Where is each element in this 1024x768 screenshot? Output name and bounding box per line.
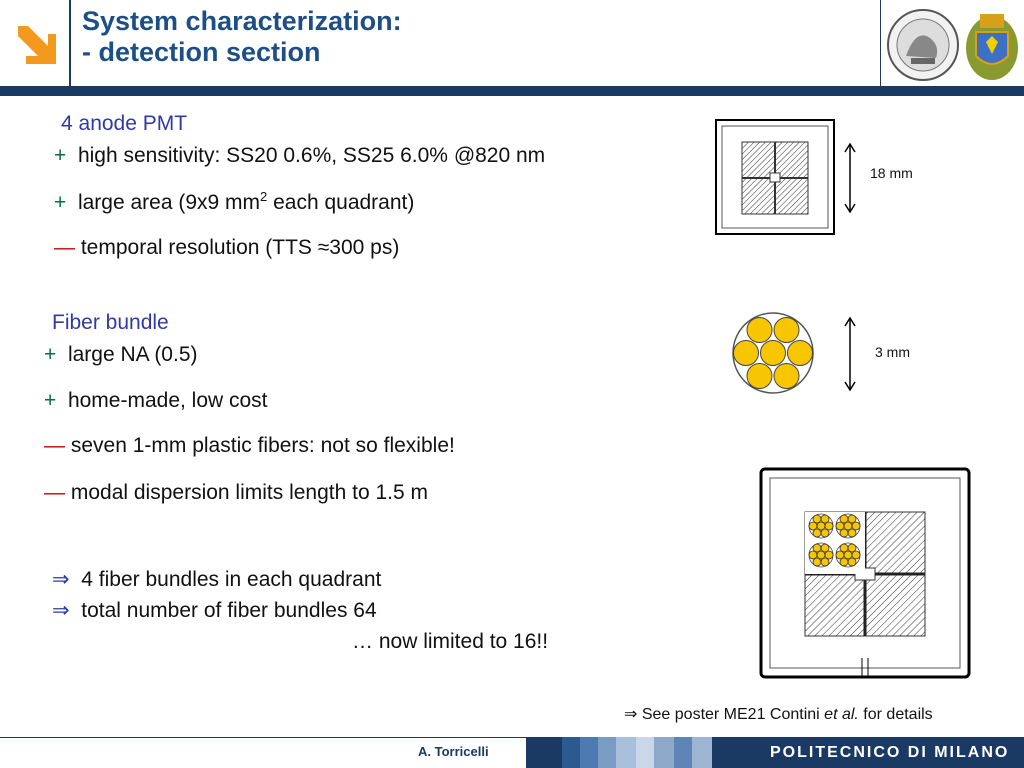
- conclusion-line-3: … now limited to 16!!: [352, 630, 549, 653]
- conclusion-line-2: [52, 598, 377, 623]
- fiber-item-4: [44, 481, 428, 505]
- fiber-bundle-diagram: [728, 310, 888, 396]
- pmt-fiber-layout-diagram: [758, 466, 972, 680]
- pmt-item-text: large area (9x9 mm: [77, 191, 261, 214]
- implies-arrow-icon: ⇒: [624, 706, 638, 723]
- approx-symbol: ≈: [317, 236, 330, 259]
- plus-bullet: +: [54, 144, 67, 167]
- conclusion-text: 4 fiber bundles in each quadrant: [81, 568, 382, 591]
- politecnico-seal-icon: [886, 8, 960, 82]
- header-divider: [69, 0, 71, 88]
- author-label: A. Torricelli: [418, 744, 489, 759]
- note-italic: et al.: [824, 706, 859, 723]
- implies-arrow-icon: ⇒: [52, 599, 70, 622]
- pmt-item-2: [54, 189, 414, 215]
- implies-arrow-icon: ⇒: [52, 568, 70, 591]
- fiber-item-1: [44, 343, 198, 367]
- pmt-item-text: high sensitivity: SS20 0.6%, SS25 6.0% @820 nm: [77, 144, 546, 167]
- fiber-item-3: [44, 434, 455, 458]
- slide-title: [82, 6, 402, 68]
- plus-bullet: +: [44, 389, 57, 412]
- pmt-section-title: 4 anode PMT: [61, 112, 188, 135]
- minus-bullet: —: [54, 236, 75, 259]
- conclusion-line-1: [52, 567, 381, 592]
- fiber-item-2: [44, 389, 268, 413]
- pmt-item-text-after: 300 ps): [329, 236, 400, 259]
- pmt-item-1: [54, 144, 545, 168]
- pmt-item-text: temporal resolution (TTS: [80, 236, 318, 259]
- poster-reference-note: [624, 704, 933, 724]
- title-line-1: System characterization:: [82, 6, 402, 36]
- pmt-item-3: [54, 236, 399, 260]
- conclusion-text: total number of fiber bundles 64: [81, 599, 377, 622]
- note-text: See poster ME21 Contini: [637, 706, 825, 723]
- fiber-item-text: home-made, low cost: [67, 389, 268, 412]
- plus-bullet: +: [54, 191, 67, 214]
- fiber-item-text: modal dispersion limits length to 1.5 m: [70, 481, 429, 504]
- fiber-section-title: Fiber bundle: [52, 311, 169, 334]
- pmt-dimension-label: 18 mm: [870, 165, 913, 181]
- title-line-2: - detection section: [82, 37, 321, 67]
- pmt-item-text-after: each quadrant): [267, 191, 415, 214]
- minus-bullet: —: [44, 481, 65, 504]
- milano-coat-of-arms-icon: [964, 8, 1020, 82]
- fiber-item-text: large NA (0.5): [67, 343, 198, 366]
- note-text-after: for details: [858, 706, 933, 723]
- header: [0, 0, 1024, 88]
- fiber-dimension-label: 3 mm: [875, 344, 910, 360]
- superscript: 2: [260, 189, 268, 204]
- minus-bullet: —: [44, 434, 65, 457]
- fiber-item-text: seven 1-mm plastic fibers: not so flexible!: [70, 434, 455, 457]
- header-bar: [0, 86, 1024, 96]
- institution-name: POLITECNICO DI MILANO: [770, 744, 1010, 761]
- orange-arrow-icon: [12, 20, 62, 70]
- pmt-diagram: [712, 116, 862, 240]
- header-divider-right: [880, 0, 881, 88]
- plus-bullet: +: [44, 343, 57, 366]
